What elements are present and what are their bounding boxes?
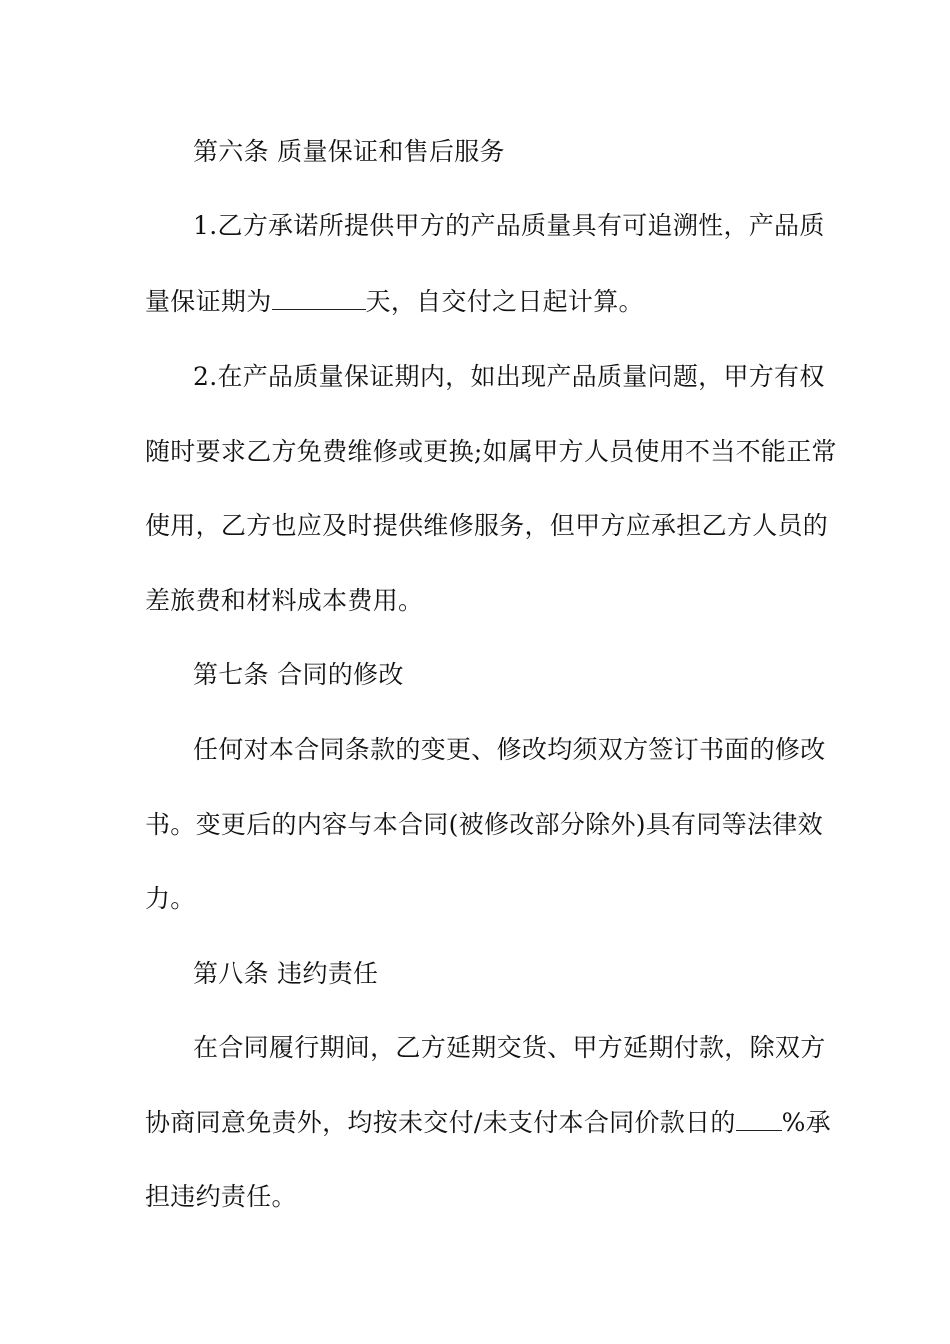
blank-percent-field (736, 1108, 782, 1131)
article-7-body-line-1: 任何对本合同条款的变更、修改均须双方签订书面的修改 (193, 735, 826, 764)
article-8-body-line-2 (145, 1107, 831, 1139)
article-7-body-line-2: 书。变更后的内容与本合同(被修改部分除外)具有同等法律效 (145, 810, 823, 839)
article-7-body-line-3: 力。 (145, 884, 196, 913)
text-segment: %承 (781, 1108, 831, 1137)
article-7-heading: 第七条 合同的修改 (193, 660, 404, 689)
article-6-clause-1-line-2 (145, 286, 825, 318)
article-6-heading: 第六条 质量保证和售后服务 (193, 137, 505, 166)
text-segment: 量保证期为 (145, 287, 272, 316)
article-8-body-line-1: 在合同履行期间，乙方延期交货、甲方延期付款，除双方 (193, 1033, 826, 1062)
article-6-clause-1-line-1: 1.乙方承诺所提供甲方的产品质量具有可追溯性，产品质 (193, 211, 825, 240)
article-6-clause-2-line-2: 随时要求乙方免费维修或更换;如属甲方人员使用不当不能正常 (145, 437, 837, 466)
article-6-clause-2-line-4: 差旅费和材料成本费用。 (145, 586, 424, 615)
article-6-clause-2-line-3: 使用，乙方也应及时提供维修服务，但甲方应承担乙方人员的 (145, 511, 829, 540)
text-segment: 天，自交付之日起计算。 (365, 287, 644, 316)
article-8-heading: 第八条 违约责任 (193, 959, 379, 988)
blank-days-field (272, 287, 366, 310)
article-8-body-line-3: 担违约责任。 (145, 1182, 297, 1211)
article-6-clause-2-line-1: 2.在产品质量保证期内，如出现产品质量问题，甲方有权 (193, 362, 825, 391)
text-segment: 协商同意免责外，均按未交付/未支付本合同价款日的 (145, 1108, 736, 1137)
